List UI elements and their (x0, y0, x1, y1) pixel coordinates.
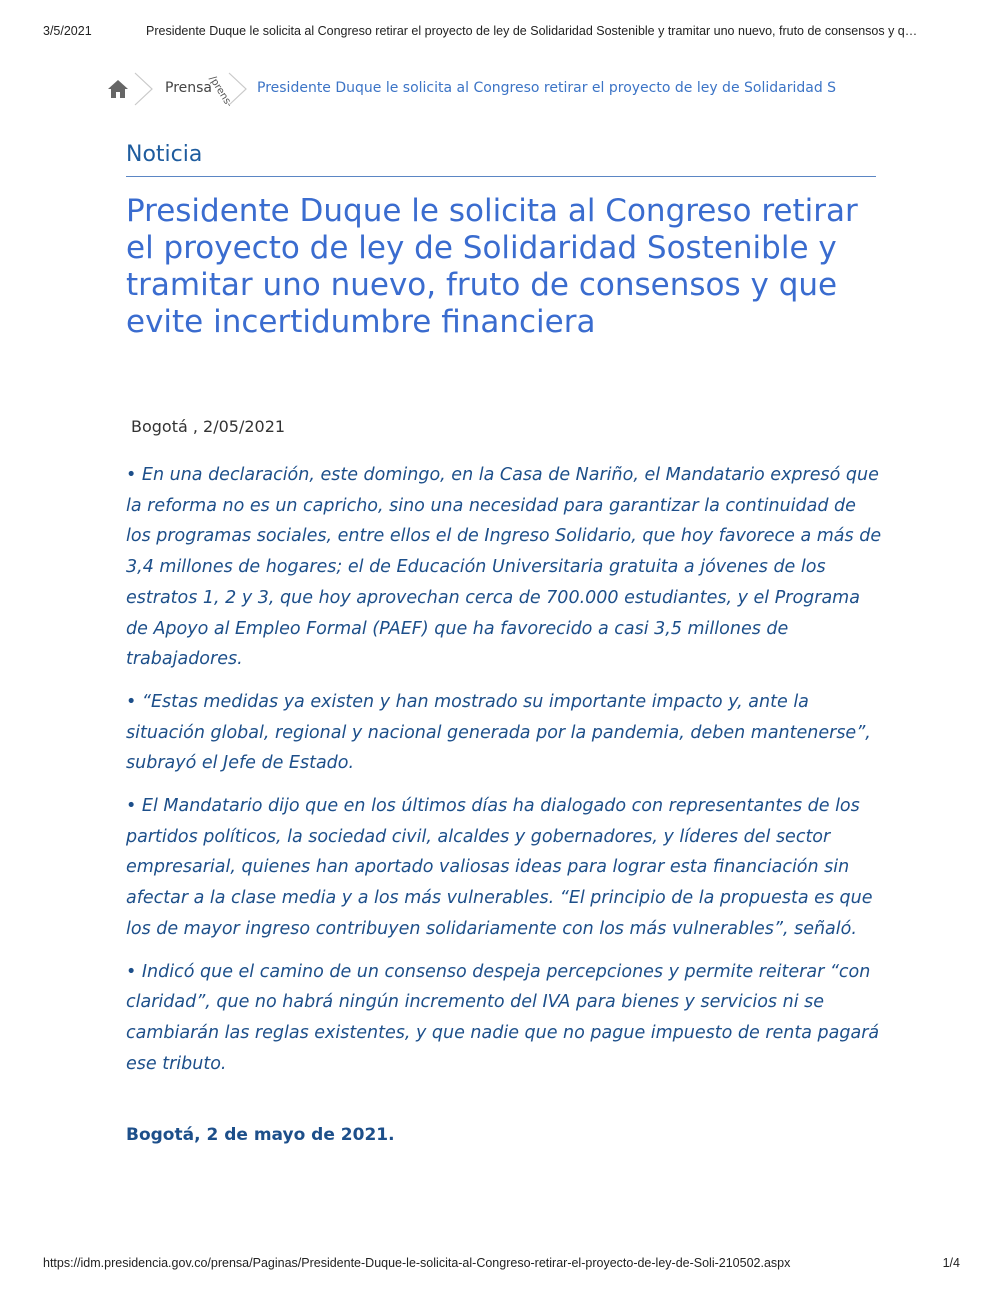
breadcrumb-current-link[interactable]: Presidente Duque le solicita al Congreso retirar el proyecto de ley de Solidaridad S (257, 80, 837, 96)
print-title: Presidente Duque le solicita al Congreso retirar el proyecto de ley de Solidaridad Sostenible y tramitar uno nuevo, fruto de consensos y q… (146, 24, 918, 38)
print-footer (43, 1256, 960, 1270)
print-date: 3/5/2021 (43, 24, 92, 38)
breadcrumb-rotated-text: /prens- (206, 74, 235, 110)
chevron-right-icon (227, 72, 249, 106)
bullet-paragraph: • En una declaración, este domingo, en la Casa de Nariño, el Mandatario expresó que la reforma no es un capricho, sino una necesidad para garantizar la continuidad de los programas sociales, entre ellos el de Ingreso Solidario, que hoy favorece a más de 3,4 millones de hogares; el de Educación Universitaria gratuita a jóvenes de los estratos 1, 2 y 3, que hoy aprovechan cerca de 700.000 estudiantes, y el Programa de Apoyo al Empleo Formal (PAEF) que ha favorecido a casi 3,5 millones de trabajadores. (126, 465, 882, 670)
summary-bullets (126, 460, 886, 1091)
section-divider (126, 176, 876, 177)
bullet-paragraph: • El Mandatario dijo que en los últimos días ha dialogado con representantes de los partidos políticos, la sociedad civil, alcaldes y gobernadores, y líderes del sector empresarial, quienes han aportado valiosas ideas para lograr esta financiación sin afectar a la clase media y a los más vulnerables. “El principio de la propuesta es que los de mayor ingreso contribuyen solidariamente con los más vulnerables”, señaló. (126, 796, 873, 939)
breadcrumb-prensa-link[interactable]: Prensa (165, 80, 213, 96)
home-icon[interactable] (106, 78, 130, 100)
page-number: 1/4 (942, 1256, 960, 1270)
bullet-paragraph: • “Estas medidas ya existen y han mostrado su importante impacto y, ante la situación global, regional y nacional generada por la pandemia, deben mantenerse”, subrayó el Jefe de Estado. (126, 691, 871, 774)
chevron-right-icon (133, 72, 155, 106)
breadcrumb (106, 72, 906, 110)
print-url: https://idm.presidencia.gov.co/prensa/Paginas/Presidente-Duque-le-solicita-al-Congreso-retirar-el-proyecto-de-ley-de-Soli-210502.aspx (43, 1256, 791, 1270)
dateline: Bogotá , 2/05/2021 (131, 417, 286, 436)
section-label: Noticia (126, 142, 203, 167)
closing-dateline: Bogotá, 2 de mayo de 2021. (126, 1125, 395, 1145)
bullet-paragraph: • Indicó que el camino de un consenso despeja percepciones y permite reiterar “con claridad”, que no habrá ningún incremento del IVA para bienes y servicios ni se cambiarán las reglas existentes, y que nadie que no pague impuesto de renta pagará ese tributo. (126, 961, 880, 1074)
page-title: Presidente Duque le solicita al Congreso retirar el proyecto de ley de Solidaridad Sostenible y tramitar uno nuevo, fruto de consensos y que evite incertidumbre financiera (126, 193, 858, 340)
